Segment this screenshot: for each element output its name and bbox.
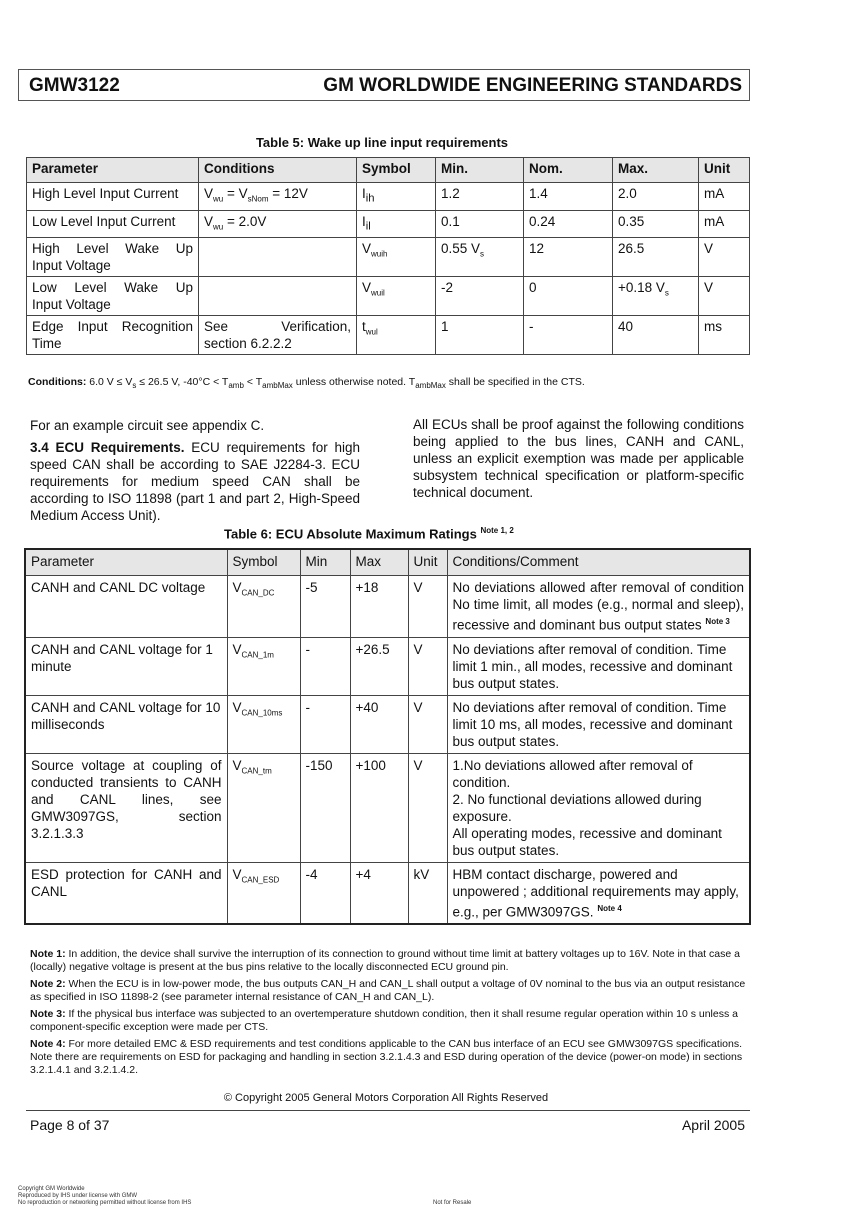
table6-notes bbox=[30, 948, 746, 1081]
table-cell: 26.5 bbox=[613, 238, 699, 277]
table-row bbox=[25, 695, 750, 753]
table-cell bbox=[199, 238, 357, 277]
table-cell: CANH and CANL voltage for 10 milliseconds bbox=[25, 695, 227, 753]
table-cell: -150 bbox=[300, 753, 350, 862]
table-cell: $V_{CAN\_ESD}$ bbox=[227, 862, 300, 924]
table5-header-cell: Symbol bbox=[357, 158, 436, 183]
table-cell: High Level Wake Up Input Voltage bbox=[27, 238, 199, 277]
table-cell: V bbox=[408, 576, 447, 638]
table-cell: 12 bbox=[524, 238, 613, 277]
table-cell: V bbox=[408, 695, 447, 753]
table-cell: mA bbox=[699, 183, 750, 211]
document-header bbox=[18, 69, 750, 101]
table-cell: 0.1 bbox=[436, 210, 524, 238]
table-cell: - bbox=[300, 695, 350, 753]
table-cell: Low Level Wake Up Input Voltage bbox=[27, 277, 199, 316]
left-column-text bbox=[30, 417, 360, 524]
table-cell: V bbox=[408, 637, 447, 695]
table-cell: No deviations allowed after removal of condition No time limit, all modes (e.g., normal and sleep), recessive and dominant bus output states $^{Note 3}$ bbox=[447, 576, 750, 638]
table-cell: $I_{ih}$ bbox=[357, 183, 436, 211]
table6-header-cell: Min bbox=[300, 549, 350, 576]
table-row bbox=[27, 277, 750, 316]
table-cell: CANH and CANL DC voltage bbox=[25, 576, 227, 638]
table-cell: -2 bbox=[436, 277, 524, 316]
table-cell: Edge Input Recognition Time bbox=[27, 316, 199, 355]
table-cell: ESD protection for CANH and CANL bbox=[25, 862, 227, 924]
table-cell: 1.No deviations allowed after removal of condition. 2. No functional deviations allowed during exposure. All operating modes, recessive and dominant bus output states. bbox=[447, 753, 750, 862]
ecu-proof-paragraph: All ECUs shall be proof against the following conditions being applied to the bus lines, CANH and CANL, unless an explicit exemption was made per applicable subsystem technical specification or platform-specific technical document. bbox=[413, 417, 744, 500]
table-cell: 1.2 bbox=[436, 183, 524, 211]
table5-conditions: Conditions: 6.0 $V \le V_s \le 26.5$ V, $-40^\circ C < T_{amb} < T_{ambMax}$ unless otherwise noted. $T_{ambMax}$ shall be specified in the CTS. bbox=[28, 376, 585, 391]
table-cell: V bbox=[699, 238, 750, 277]
table6-header-cell: Conditions/Comment bbox=[447, 549, 750, 576]
table-cell: +40 bbox=[350, 695, 408, 753]
table-cell: 1 bbox=[436, 316, 524, 355]
note-item: Note 3: If the physical bus interface was subjected to an overtemperature shutdown condition, then it shall resume regular operation within 10 s unless a component-specific exception were made per CTS. bbox=[30, 1008, 738, 1033]
table-cell: mA bbox=[699, 210, 750, 238]
table-cell: 1.4 bbox=[524, 183, 613, 211]
table6-header-row bbox=[25, 549, 750, 576]
table-row bbox=[27, 238, 750, 277]
table-row bbox=[27, 183, 750, 211]
table5-header-cell: Unit bbox=[699, 158, 750, 183]
table5-header-cell: Max. bbox=[613, 158, 699, 183]
table-cell: +100 bbox=[350, 753, 408, 862]
table-cell: 0.24 bbox=[524, 210, 613, 238]
table-cell: ms bbox=[699, 316, 750, 355]
table-cell: $t_{wul}$ bbox=[357, 316, 436, 355]
table-cell: 0.35 bbox=[613, 210, 699, 238]
table-cell: No deviations after removal of condition. Time limit 10 ms, all modes, recessive and dominant bus output states. bbox=[447, 695, 750, 753]
right-column-text bbox=[413, 416, 744, 501]
table-row bbox=[25, 576, 750, 638]
example-reference: For an example circuit see appendix C. bbox=[30, 418, 265, 433]
table-cell: $V_{CAN\_tm}$ bbox=[227, 753, 300, 862]
note-reference: Note 3 bbox=[705, 617, 730, 626]
table5 bbox=[26, 157, 750, 355]
table-cell: +0.18 $V_s$ bbox=[613, 277, 699, 316]
section-heading: 3.4 ECU Requirements. bbox=[30, 440, 185, 455]
table-row bbox=[27, 210, 750, 238]
table-cell: Source voltage at coupling of conducted transients to CANH and CANL lines, see GMW3097GS, section 3.2.1.3.3 bbox=[25, 753, 227, 862]
copyright-line: © Copyright 2005 General Motors Corporation All Rights Reserved bbox=[223, 1092, 549, 1104]
table-cell: V bbox=[699, 277, 750, 316]
document-id: GMW3122 bbox=[29, 75, 120, 96]
standards-title: GM WORLDWIDE ENGINEERING STANDARDS bbox=[323, 75, 742, 96]
table-cell: $V_{wuih}$ bbox=[357, 238, 436, 277]
table-cell: $I_{il}$ bbox=[357, 210, 436, 238]
table-cell: +26.5 bbox=[350, 637, 408, 695]
table-cell: $V_{wuil}$ bbox=[357, 277, 436, 316]
table-cell: -4 bbox=[300, 862, 350, 924]
table-cell: HBM contact discharge, powered and unpowered ; additional requirements may apply, e.g., per GMW3097GS. $^{Note 4}$ bbox=[447, 862, 750, 924]
table-cell: 40 bbox=[613, 316, 699, 355]
table-row bbox=[25, 753, 750, 862]
table-cell: See Verification, section 6.2.2.2 bbox=[199, 316, 357, 355]
table-cell: $V_{CAN\_1m}$ bbox=[227, 637, 300, 695]
table-cell: $V_{wu} = 2.0V$ bbox=[199, 210, 357, 238]
table-row bbox=[27, 316, 750, 355]
footer-divider bbox=[26, 1110, 750, 1111]
not-for-resale-label: Not for Resale bbox=[433, 1200, 472, 1206]
publication-date: April 2005 bbox=[681, 1117, 745, 1133]
table-row bbox=[25, 637, 750, 695]
table5-header-cell: Conditions bbox=[199, 158, 357, 183]
note-item: Note 4: For more detailed EMC & ESD requirements and test conditions applicable to the CAN bus interface of an ECU see GMW3097GS specifications. Note there are requirements on ESD for packaging and handling in section 3.2.1.4.3 and ESD during operation of the device (power-on mode) in sections 3.2.1.4.1 and 3.2.1.4.2. bbox=[30, 1038, 743, 1076]
table5-header-cell: Parameter bbox=[27, 158, 199, 183]
table-cell: CANH and CANL voltage for 1 minute bbox=[25, 637, 227, 695]
table5-header-cell: Nom. bbox=[524, 158, 613, 183]
table-cell: -5 bbox=[300, 576, 350, 638]
table-cell: +18 bbox=[350, 576, 408, 638]
note-item: Note 1: In addition, the device shall survive the interruption of its connection to ground without time limit at battery voltages up to 16V. Note in that case a (locally) negative voltage is present at the bus pins relative to the locally disconnected ECU ground pin. bbox=[30, 948, 740, 973]
table6-caption: Table 6: ECU Absolute Maximum Ratings $^{Note 1, 2}$ bbox=[224, 526, 514, 542]
license-fine-print: Copyright GM Worldwide Reproduced by IHS under license with GMW No reproduction or networking permitted without license from IHS bbox=[18, 1186, 192, 1206]
table6-caption-note: Note 1, 2 bbox=[480, 526, 514, 535]
table6-header-cell: Symbol bbox=[227, 549, 300, 576]
table-cell: $V_{CAN\_10ms}$ bbox=[227, 695, 300, 753]
note-reference: Note 4 bbox=[597, 903, 622, 913]
table-cell: +4 bbox=[350, 862, 408, 924]
table5-caption: Table 5: Wake up line input requirements bbox=[255, 135, 509, 150]
table5-header-row bbox=[27, 158, 750, 183]
table-cell: $V_{CAN\_DC}$ bbox=[227, 576, 300, 638]
table-cell: High Level Input Current bbox=[27, 183, 199, 211]
table-cell: - bbox=[524, 316, 613, 355]
note-item: Note 2: When the ECU is in low-power mode, the bus outputs CAN_H and CAN_L shall output a voltage of 0V nominal to the bus via an output resistance as specified in ISO 11898-2 (see parameter internal resistance of CAN_H and CAN_L). bbox=[30, 978, 746, 1003]
table5-header-cell: Min. bbox=[436, 158, 524, 183]
table6-header-cell: Parameter bbox=[25, 549, 227, 576]
table-cell: - bbox=[300, 637, 350, 695]
table-cell: 2.0 bbox=[613, 183, 699, 211]
table-cell: $V_{wu} = V_{sNom} = 12V$ bbox=[199, 183, 357, 211]
table6-header-cell: Unit bbox=[408, 549, 447, 576]
table-cell: 0.55 $V_s$ bbox=[436, 238, 524, 277]
table-cell: Low Level Input Current bbox=[27, 210, 199, 238]
table-cell: V bbox=[408, 753, 447, 862]
section-paragraph: 3.4 ECU Requirements. ECU requirements for high speed CAN shall be according to SAE J2284-3. ECU requirements for medium speed CAN shall be according to ISO 11898 (part 1 and part 2, High-Speed Medium Access Unit). bbox=[30, 440, 361, 523]
table6 bbox=[24, 548, 751, 925]
table6-header-cell: Max bbox=[350, 549, 408, 576]
table-cell: No deviations after removal of condition. Time limit 1 min., all modes, recessive and dominant bus output states. bbox=[447, 637, 750, 695]
table-row bbox=[25, 862, 750, 924]
table-cell: 0 bbox=[524, 277, 613, 316]
page-number: Page 8 of 37 bbox=[30, 1117, 110, 1133]
table-cell bbox=[199, 277, 357, 316]
table-cell: kV bbox=[408, 862, 447, 924]
